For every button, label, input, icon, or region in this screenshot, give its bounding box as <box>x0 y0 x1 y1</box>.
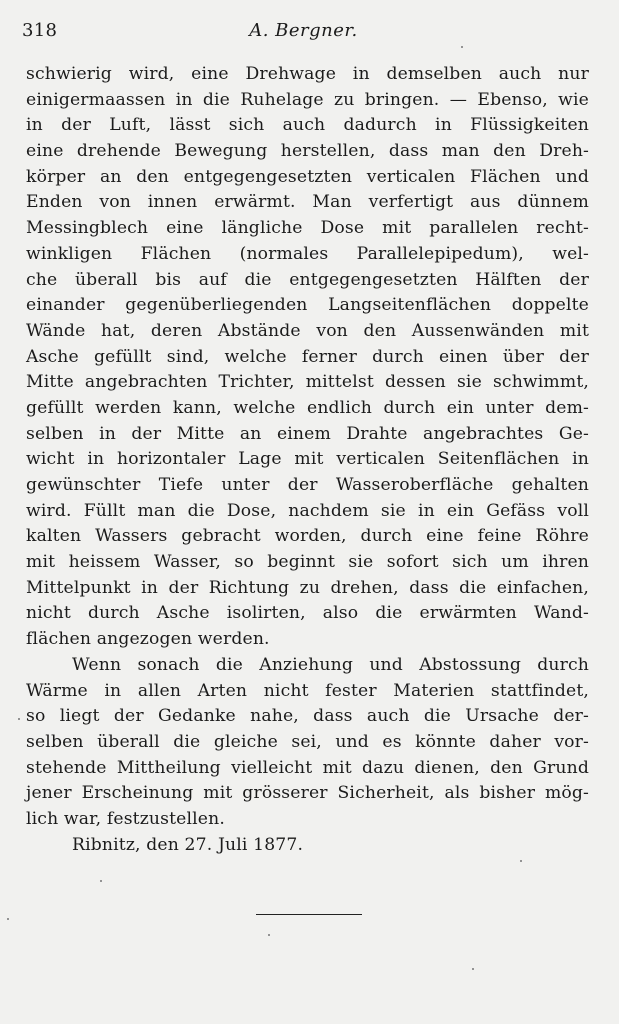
text-line: winkligen Flächen (normales Parallelepipedum), wel- <box>26 243 589 264</box>
text-line: einander gegenüberliegenden Langseitenflächen doppelte <box>26 295 589 316</box>
paragraph-2 <box>26 653 589 833</box>
running-head: A. Bergner. <box>249 20 358 41</box>
body-text <box>26 62 589 858</box>
text-line: flächen angezogen werden. <box>26 629 270 650</box>
print-speck <box>461 46 463 48</box>
print-speck <box>472 968 474 970</box>
paragraph-1 <box>26 62 589 653</box>
text-line: gewünschter Tiefe unter der Wasseroberfläche gehalten <box>26 475 589 495</box>
print-speck <box>18 718 20 720</box>
text-line: Asche gefüllt sind, welche ferner durch einen über der <box>26 346 589 367</box>
text-line: jener Erscheinung mit grösserer Sicherheit, als bisher mög- <box>26 783 589 804</box>
text-line: eine drehende Bewegung herstellen, dass man den Dreh- <box>26 141 589 162</box>
text-line: Wände hat, deren Abstände von den Aussenwänden mit <box>26 320 589 341</box>
text-line: Enden von innen erwärmt. Man verfertigt aus dünnem <box>26 192 589 213</box>
text-line: Wärme in allen Arten nicht fester Materien stattfindet, <box>26 680 589 701</box>
text-line: Messingblech eine längliche Dose mit parallelen recht- <box>26 218 589 239</box>
page-header <box>22 20 585 46</box>
text-line: schwierig wird, eine Drehwage in demselben auch nur <box>26 64 589 84</box>
text-line: wird. Füllt man die Dose, nachdem sie in ein Gefäss voll <box>26 500 589 521</box>
text-line: Mitte angebrachten Trichter, mittelst dessen sie schwimmt, <box>26 372 589 393</box>
text-line: che überall bis auf die entgegengesetzten Hälften der <box>26 269 589 290</box>
closing-rule <box>256 914 362 915</box>
print-speck <box>7 918 9 920</box>
text-line: kalten Wassers gebracht worden, durch eine feine Röhre <box>26 526 589 547</box>
text-line: Wenn sonach die Anziehung und Abstossung durch <box>72 654 589 675</box>
print-speck <box>100 880 102 882</box>
page-number: 318 <box>22 20 58 41</box>
text-line: mit heissem Wasser, so beginnt sie sofort sich um ihren <box>26 552 589 573</box>
text-line: wicht in horizontaler Lage mit verticalen Seitenflächen in <box>26 449 589 470</box>
print-speck <box>520 860 522 862</box>
text-line: nicht durch Asche isolirten, also die erwärmten Wand- <box>26 603 589 624</box>
text-line: selben überall die gleiche sei, und es könnte daher vor- <box>26 731 589 752</box>
text-line: lich war, festzustellen. <box>26 808 225 829</box>
text-line: selben in der Mitte an einem Drahte angebrachtes Ge- <box>26 423 589 444</box>
text-line: Mittelpunkt in der Richtung zu drehen, dass die einfachen, <box>26 577 589 598</box>
text-line: einigermaassen in die Ruhelage zu bringen. — Ebenso, wie <box>26 89 589 110</box>
text-line: gefüllt werden kann, welche endlich durch ein unter dem- <box>26 397 589 418</box>
print-speck <box>268 934 270 936</box>
text-line: stehende Mittheilung vielleicht mit dazu dienen, den Grund <box>26 757 589 778</box>
text-line: körper an den entgegengesetzten verticalen Flächen und <box>26 166 589 187</box>
text-line: in der Luft, lässt sich auch dadurch in Flüssigkeiten <box>26 115 589 136</box>
dateline-signature: Ribnitz, den 27. Juli 1877. <box>72 834 304 855</box>
text-line: so liegt der Gedanke nahe, dass auch die Ursache der- <box>26 706 589 727</box>
